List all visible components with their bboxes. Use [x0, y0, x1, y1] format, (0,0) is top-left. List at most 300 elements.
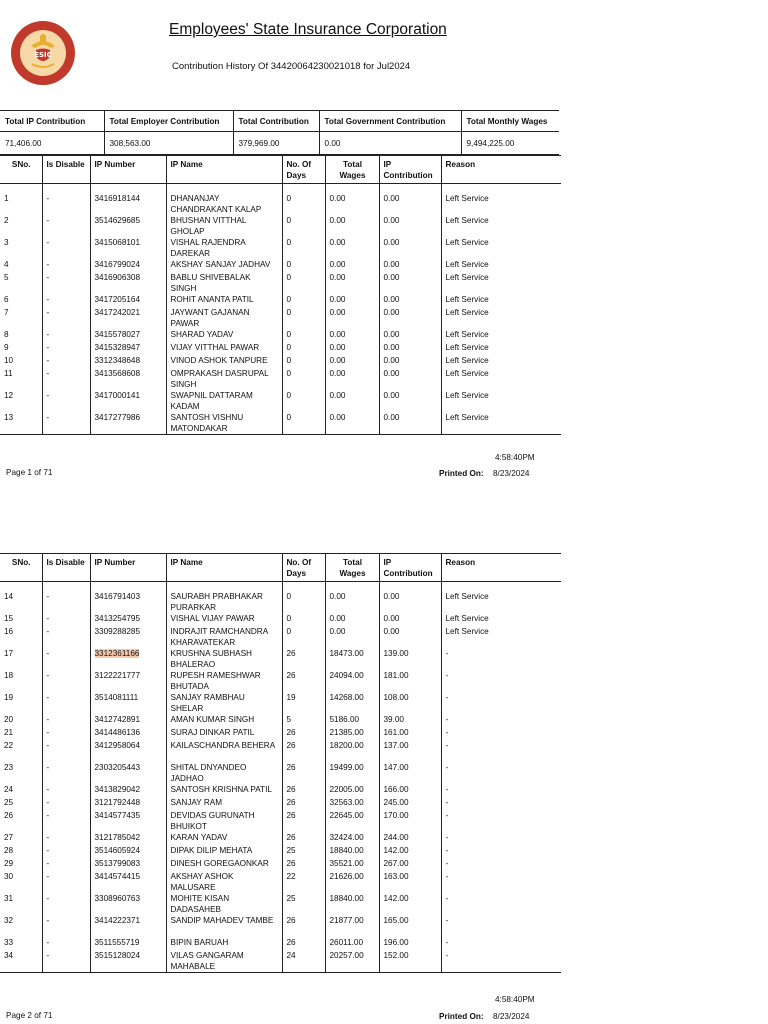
- table-row: [0, 582, 561, 614]
- table-row: [0, 390, 561, 412]
- row-ip-number: 3416918144: [90, 184, 166, 216]
- table-row: [0, 797, 561, 810]
- row-ip-contribution: 161.00: [379, 727, 441, 740]
- row-sno: 6: [4, 295, 9, 304]
- row-ip-number: 3309288285: [90, 626, 166, 648]
- row-is-disable: -: [42, 893, 90, 915]
- row-ip-contribution: 0.00: [379, 272, 441, 294]
- row-reason: -: [441, 950, 561, 973]
- row-sno: 28: [4, 846, 14, 855]
- row-ip-contribution: 142.00: [379, 893, 441, 915]
- row-reason: Left Service: [441, 237, 561, 259]
- table-row: [0, 355, 561, 368]
- row-sno: 33: [4, 938, 14, 947]
- row-ip-name: [166, 342, 282, 355]
- row-total-wages: 14268.00: [325, 692, 379, 714]
- table-row: [0, 215, 561, 237]
- table-row: [0, 294, 561, 307]
- row-sno: 23: [4, 763, 14, 772]
- row-reason: -: [441, 648, 561, 670]
- row-reason: Left Service: [441, 329, 561, 342]
- row-total-wages: 0.00: [325, 272, 379, 294]
- row-is-disable: -: [42, 784, 90, 797]
- table-row: [0, 845, 561, 858]
- row-reason: Left Service: [441, 582, 561, 614]
- row-ip-contribution: 0.00: [379, 184, 441, 216]
- ip-name-text: SANJAY RAM: [170, 798, 223, 807]
- row-ip-number: 3414222371: [90, 915, 166, 937]
- totals-header-ip: Total IP Contribution: [0, 111, 104, 132]
- table-row: [0, 184, 561, 216]
- row-reason: Left Service: [441, 390, 561, 412]
- ip-name-text: SHITAL DNYANDEO JADHAO: [170, 763, 247, 783]
- row-reason: Left Service: [441, 613, 561, 626]
- totals-value-total: 379,969.00: [233, 132, 319, 155]
- ip-name-text: VILAS GANGARAM MAHABALE: [170, 951, 244, 971]
- row-ip-number: 3417000141: [90, 390, 166, 412]
- column-header-is-disable: Is Disable: [42, 554, 90, 582]
- totals-value-wages: 9,494,225.00: [461, 132, 559, 155]
- row-ip-name: [166, 307, 282, 329]
- row-sno: 14: [4, 592, 14, 601]
- row-total-wages: 0.00: [325, 259, 379, 272]
- table-row: [0, 368, 561, 390]
- contribution-table-page-1: [0, 155, 561, 435]
- row-reason: -: [441, 797, 561, 810]
- row-reason: Left Service: [441, 368, 561, 390]
- row-reason: -: [441, 832, 561, 845]
- row-is-disable: -: [42, 215, 90, 237]
- row-days: 26: [282, 727, 325, 740]
- ip-name-text: SHARAD YADAV: [170, 330, 234, 339]
- column-header-ip-number: IP Number: [90, 156, 166, 184]
- row-days: 0: [282, 342, 325, 355]
- column-header-sno: SNo.: [0, 554, 42, 582]
- row-ip-contribution: 142.00: [379, 845, 441, 858]
- ip-name-text: BABLU SHIVEBALAK SINGH: [170, 273, 251, 293]
- row-total-wages: 0.00: [325, 307, 379, 329]
- row-total-wages: 22005.00: [325, 784, 379, 797]
- row-ip-number: 3414577435: [90, 810, 166, 832]
- esic-logo: [10, 20, 76, 86]
- ip-name-text: AKSHAY SANJAY JADHAV: [170, 260, 271, 269]
- ip-name-text: INDRAJIT RAMCHANDRA KHARAVATEKAR: [170, 627, 268, 647]
- row-days: 0: [282, 626, 325, 648]
- row-sno: 31: [4, 894, 14, 903]
- row-reason: -: [441, 784, 561, 797]
- row-reason: -: [441, 762, 561, 784]
- row-reason: Left Service: [441, 294, 561, 307]
- totals-header-total: Total Contribution: [233, 111, 319, 132]
- row-sno: 11: [4, 369, 13, 378]
- row-reason: Left Service: [441, 412, 561, 435]
- column-header-ip-name: IP Name: [166, 554, 282, 582]
- ip-name-text: DIPAK DILIP MEHATA: [170, 846, 253, 855]
- row-ip-name: [166, 740, 282, 762]
- row-ip-name: [166, 294, 282, 307]
- row-ip-contribution: 0.00: [379, 390, 441, 412]
- row-total-wages: 0.00: [325, 626, 379, 648]
- row-sno: 21: [4, 728, 14, 737]
- row-ip-contribution: 147.00: [379, 762, 441, 784]
- ip-name-text: VINOD ASHOK TANPURE: [170, 356, 268, 365]
- print-time: 4:58:40PM: [495, 995, 535, 1004]
- row-ip-name: [166, 937, 282, 950]
- row-ip-name: [166, 832, 282, 845]
- column-header-total-wages: Total Wages: [325, 554, 379, 582]
- column-header-sno: SNo.: [0, 156, 42, 184]
- row-ip-number: 3413829042: [90, 784, 166, 797]
- column-header-days: No. Of Days: [282, 156, 325, 184]
- table-row: [0, 784, 561, 797]
- column-header-days: No. Of Days: [282, 554, 325, 582]
- row-is-disable: -: [42, 915, 90, 937]
- row-reason: Left Service: [441, 259, 561, 272]
- row-days: 0: [282, 390, 325, 412]
- column-header-reason: Reason: [441, 156, 561, 184]
- ip-name-text: DHANANJAY CHANDRAKANT KALAP: [170, 194, 262, 214]
- row-total-wages: 0.00: [325, 329, 379, 342]
- row-ip-number: 3511555719: [90, 937, 166, 950]
- row-total-wages: 0.00: [325, 582, 379, 614]
- table-row: [0, 259, 561, 272]
- row-sno: 34: [0, 950, 42, 973]
- table-row: [0, 626, 561, 648]
- row-total-wages: 0.00: [325, 613, 379, 626]
- row-total-wages: 26011.00: [325, 937, 379, 950]
- row-ip-name: [166, 762, 282, 784]
- column-header-ip-number: IP Number: [90, 554, 166, 582]
- row-sno: 26: [4, 811, 14, 820]
- row-is-disable: -: [42, 810, 90, 832]
- ip-name-text: KAILASCHANDRA BEHERA: [170, 741, 276, 750]
- totals-value-employer: 308,563.00: [104, 132, 233, 155]
- column-header-ip-name: IP Name: [166, 156, 282, 184]
- row-sno: 32: [4, 916, 14, 925]
- row-days: 22: [282, 871, 325, 893]
- printed-on-label: Printed On:: [439, 469, 484, 478]
- row-is-disable: -: [42, 342, 90, 355]
- row-days: 0: [282, 307, 325, 329]
- row-sno: 3: [4, 238, 9, 247]
- row-days: 0: [282, 412, 325, 435]
- row-total-wages: 0.00: [325, 215, 379, 237]
- row-is-disable: -: [42, 390, 90, 412]
- row-reason: -: [441, 740, 561, 762]
- highlighted-ip-number: 3312361166: [94, 649, 140, 658]
- row-ip-number: 3514629685: [90, 215, 166, 237]
- row-reason: -: [441, 670, 561, 692]
- row-is-disable: -: [42, 727, 90, 740]
- row-sno: 1: [4, 194, 9, 203]
- totals-header-government: Total Government Contribution: [319, 111, 461, 132]
- row-total-wages: 0.00: [325, 355, 379, 368]
- row-ip-name: [166, 390, 282, 412]
- row-total-wages: 21626.00: [325, 871, 379, 893]
- printed-on-label: Printed On:: [439, 1012, 484, 1021]
- row-ip-name: [166, 368, 282, 390]
- row-ip-number: 3417242021: [90, 307, 166, 329]
- row-total-wages: 5186.00: [325, 714, 379, 727]
- row-days: 26: [282, 784, 325, 797]
- row-days: 0: [282, 582, 325, 614]
- row-ip-contribution: 163.00: [379, 871, 441, 893]
- row-ip-number: 3413254795: [90, 613, 166, 626]
- row-total-wages: 35521.00: [325, 858, 379, 871]
- row-ip-contribution: 0.00: [379, 582, 441, 614]
- row-ip-contribution: 0.00: [379, 259, 441, 272]
- row-total-wages: 0.00: [325, 342, 379, 355]
- row-days: 0: [282, 294, 325, 307]
- ip-name-text: SURAJ DINKAR PATIL: [170, 728, 255, 737]
- table-row: [0, 740, 561, 762]
- row-sno: 12: [4, 391, 14, 400]
- row-ip-contribution: 0.00: [379, 215, 441, 237]
- ip-name-text: SANDIP MAHADEV TAMBE: [170, 916, 274, 925]
- ip-name-text: KRUSHNA SUBHASH BHALERAO: [170, 649, 252, 669]
- ip-name-text: AMAN KUMAR SINGH: [170, 715, 255, 724]
- row-ip-number: 3414574415: [90, 871, 166, 893]
- row-ip-number: 3416799024: [90, 259, 166, 272]
- row-ip-number: 3417205164: [90, 294, 166, 307]
- row-reason: -: [441, 893, 561, 915]
- row-ip-number: 3514605924: [90, 845, 166, 858]
- page-number: Page 2 of 71: [6, 1011, 53, 1020]
- row-days: 0: [282, 215, 325, 237]
- row-total-wages: 0.00: [325, 237, 379, 259]
- row-ip-contribution: 0.00: [379, 368, 441, 390]
- row-total-wages: 32563.00: [325, 797, 379, 810]
- row-is-disable: -: [42, 937, 90, 950]
- row-days: 26: [282, 762, 325, 784]
- row-reason: Left Service: [441, 184, 561, 216]
- row-sno: 2: [4, 216, 9, 225]
- row-ip-name: [166, 893, 282, 915]
- row-ip-name: [166, 215, 282, 237]
- row-sno: 29: [4, 859, 14, 868]
- row-is-disable: -: [42, 845, 90, 858]
- row-sno: 18: [4, 671, 14, 680]
- row-is-disable: -: [42, 368, 90, 390]
- row-ip-name: [166, 950, 282, 973]
- table-row: [0, 329, 561, 342]
- table-row: [0, 832, 561, 845]
- column-header-ip-contribution: IP Contribution: [379, 156, 441, 184]
- ip-name-text: MOHITE KISAN DADASAHEB: [170, 894, 230, 914]
- table-row: [0, 714, 561, 727]
- row-total-wages: 0.00: [325, 294, 379, 307]
- table-row: [0, 412, 561, 435]
- page-number: Page 1 of 71: [6, 468, 53, 477]
- row-ip-contribution: 244.00: [379, 832, 441, 845]
- row-ip-contribution: 166.00: [379, 784, 441, 797]
- row-days: 24: [282, 950, 325, 973]
- row-is-disable: -: [42, 714, 90, 727]
- row-reason: -: [441, 871, 561, 893]
- row-days: 26: [282, 937, 325, 950]
- row-reason: -: [441, 845, 561, 858]
- row-ip-name: [166, 714, 282, 727]
- table-row: [0, 237, 561, 259]
- ip-name-text: JAYWANT GAJANAN PAWAR: [170, 308, 250, 328]
- row-ip-name: [166, 648, 282, 670]
- table-row: [0, 692, 561, 714]
- row-days: 25: [282, 845, 325, 858]
- row-reason: -: [441, 727, 561, 740]
- row-is-disable: -: [42, 950, 90, 973]
- row-ip-contribution: 0.00: [379, 355, 441, 368]
- row-ip-name: [166, 915, 282, 937]
- row-days: 0: [282, 184, 325, 216]
- row-reason: Left Service: [441, 307, 561, 329]
- printed-date: 8/23/2024: [493, 469, 530, 478]
- row-days: 0: [282, 368, 325, 390]
- row-sno: 22: [4, 741, 14, 750]
- row-total-wages: 21877.00: [325, 915, 379, 937]
- row-days: 0: [282, 613, 325, 626]
- row-is-disable: -: [42, 412, 90, 435]
- row-total-wages: 0.00: [325, 390, 379, 412]
- ip-name-text: SWAPNIL DATTARAM KADAM: [170, 391, 253, 411]
- column-header-total-wages: Total Wages: [325, 156, 379, 184]
- column-header-is-disable: Is Disable: [42, 156, 90, 184]
- row-sno: 7: [4, 308, 9, 317]
- row-ip-contribution: 0.00: [379, 342, 441, 355]
- table-row: [0, 915, 561, 937]
- row-ip-name: [166, 582, 282, 614]
- totals-table: [0, 110, 559, 155]
- row-ip-number: 3413568608: [90, 368, 166, 390]
- ip-name-text: SAURABH PRABHAKAR PURARKAR: [170, 592, 263, 612]
- row-ip-name: [166, 272, 282, 294]
- row-ip-number: 3121785042: [90, 832, 166, 845]
- ip-name-text: OMPRAKASH DASRUPAL SINGH: [170, 369, 269, 389]
- row-total-wages: 22645.00: [325, 810, 379, 832]
- row-reason: Left Service: [441, 215, 561, 237]
- row-reason: -: [441, 692, 561, 714]
- row-ip-contribution: 0.00: [379, 294, 441, 307]
- table-row: [0, 858, 561, 871]
- table-row: [0, 307, 561, 329]
- table-row: [0, 613, 561, 626]
- totals-header-employer: Total Employer Contribution: [104, 111, 233, 132]
- row-ip-number: 3415328947: [90, 342, 166, 355]
- row-ip-number: 3416791403: [90, 582, 166, 614]
- table-row: [0, 727, 561, 740]
- row-is-disable: -: [42, 582, 90, 614]
- column-header-ip-contribution: IP Contribution: [379, 554, 441, 582]
- table-row: [0, 670, 561, 692]
- row-ip-name: [166, 784, 282, 797]
- row-ip-name: [166, 412, 282, 435]
- ip-name-text: BIPIN BARUAH: [170, 938, 229, 947]
- row-reason: -: [441, 714, 561, 727]
- row-ip-number: 3417277986: [90, 412, 166, 435]
- row-ip-number: [90, 648, 166, 670]
- row-sno: 9: [4, 343, 9, 352]
- row-sno: 16: [4, 627, 14, 636]
- row-is-disable: -: [42, 762, 90, 784]
- row-ip-contribution: 245.00: [379, 797, 441, 810]
- printed-date: 8/23/2024: [493, 1012, 530, 1021]
- row-ip-name: [166, 670, 282, 692]
- ip-name-text: SANTOSH VISHNU MATONDAKAR: [170, 413, 244, 433]
- row-ip-number: 3312348648: [90, 355, 166, 368]
- row-ip-name: [166, 355, 282, 368]
- ip-name-text: RUPESH RAMESHWAR BHUTADA: [170, 671, 261, 691]
- row-ip-number: 3412958064: [90, 740, 166, 762]
- row-sno: 13: [0, 412, 42, 435]
- row-ip-contribution: 267.00: [379, 858, 441, 871]
- row-ip-contribution: 137.00: [379, 740, 441, 762]
- row-reason: Left Service: [441, 272, 561, 294]
- ip-name-text: KARAN YADAV: [170, 833, 228, 842]
- row-days: 26: [282, 670, 325, 692]
- row-total-wages: 0.00: [325, 412, 379, 435]
- row-days: 26: [282, 648, 325, 670]
- row-sno: 25: [4, 798, 14, 807]
- row-days: 19: [282, 692, 325, 714]
- ip-name-text: DINESH GOREGAONKAR: [170, 859, 269, 868]
- row-is-disable: -: [42, 648, 90, 670]
- row-is-disable: -: [42, 294, 90, 307]
- row-ip-number: 3416906308: [90, 272, 166, 294]
- row-ip-name: [166, 845, 282, 858]
- row-days: 0: [282, 272, 325, 294]
- row-ip-number: 3412742891: [90, 714, 166, 727]
- row-ip-number: 3415068101: [90, 237, 166, 259]
- row-days: 5: [282, 714, 325, 727]
- column-header-reason: Reason: [441, 554, 561, 582]
- row-reason: -: [441, 810, 561, 832]
- row-is-disable: -: [42, 237, 90, 259]
- row-is-disable: -: [42, 329, 90, 342]
- row-ip-number: 3415578027: [90, 329, 166, 342]
- row-ip-contribution: 139.00: [379, 648, 441, 670]
- row-sno: 30: [4, 872, 14, 881]
- page-title: Employees' State Insurance Corporation: [169, 21, 447, 38]
- row-ip-number: 3414486136: [90, 727, 166, 740]
- row-ip-name: [166, 797, 282, 810]
- row-is-disable: -: [42, 307, 90, 329]
- ip-name-text: DEVIDAS GURUNATH BHUIKOT: [170, 811, 255, 831]
- row-days: 26: [282, 797, 325, 810]
- row-days: 26: [282, 858, 325, 871]
- row-days: 26: [282, 810, 325, 832]
- row-days: 0: [282, 329, 325, 342]
- row-is-disable: -: [42, 797, 90, 810]
- row-ip-contribution: 165.00: [379, 915, 441, 937]
- row-is-disable: -: [42, 740, 90, 762]
- row-total-wages: 0.00: [325, 184, 379, 216]
- row-reason: -: [441, 915, 561, 937]
- row-total-wages: 21385.00: [325, 727, 379, 740]
- row-ip-name: [166, 237, 282, 259]
- row-reason: Left Service: [441, 342, 561, 355]
- row-days: 25: [282, 893, 325, 915]
- row-ip-contribution: 170.00: [379, 810, 441, 832]
- row-ip-contribution: 181.00: [379, 670, 441, 692]
- ip-name-text: SANTOSH KRISHNA PATIL: [170, 785, 272, 794]
- row-sno: 24: [4, 785, 14, 794]
- row-sno: 8: [4, 330, 9, 339]
- row-ip-contribution: 0.00: [379, 237, 441, 259]
- row-total-wages: 18473.00: [325, 648, 379, 670]
- row-ip-number: 3121792448: [90, 797, 166, 810]
- row-is-disable: -: [42, 184, 90, 216]
- row-ip-contribution: 0.00: [379, 626, 441, 648]
- svg-text:ESIC: ESIC: [34, 51, 52, 59]
